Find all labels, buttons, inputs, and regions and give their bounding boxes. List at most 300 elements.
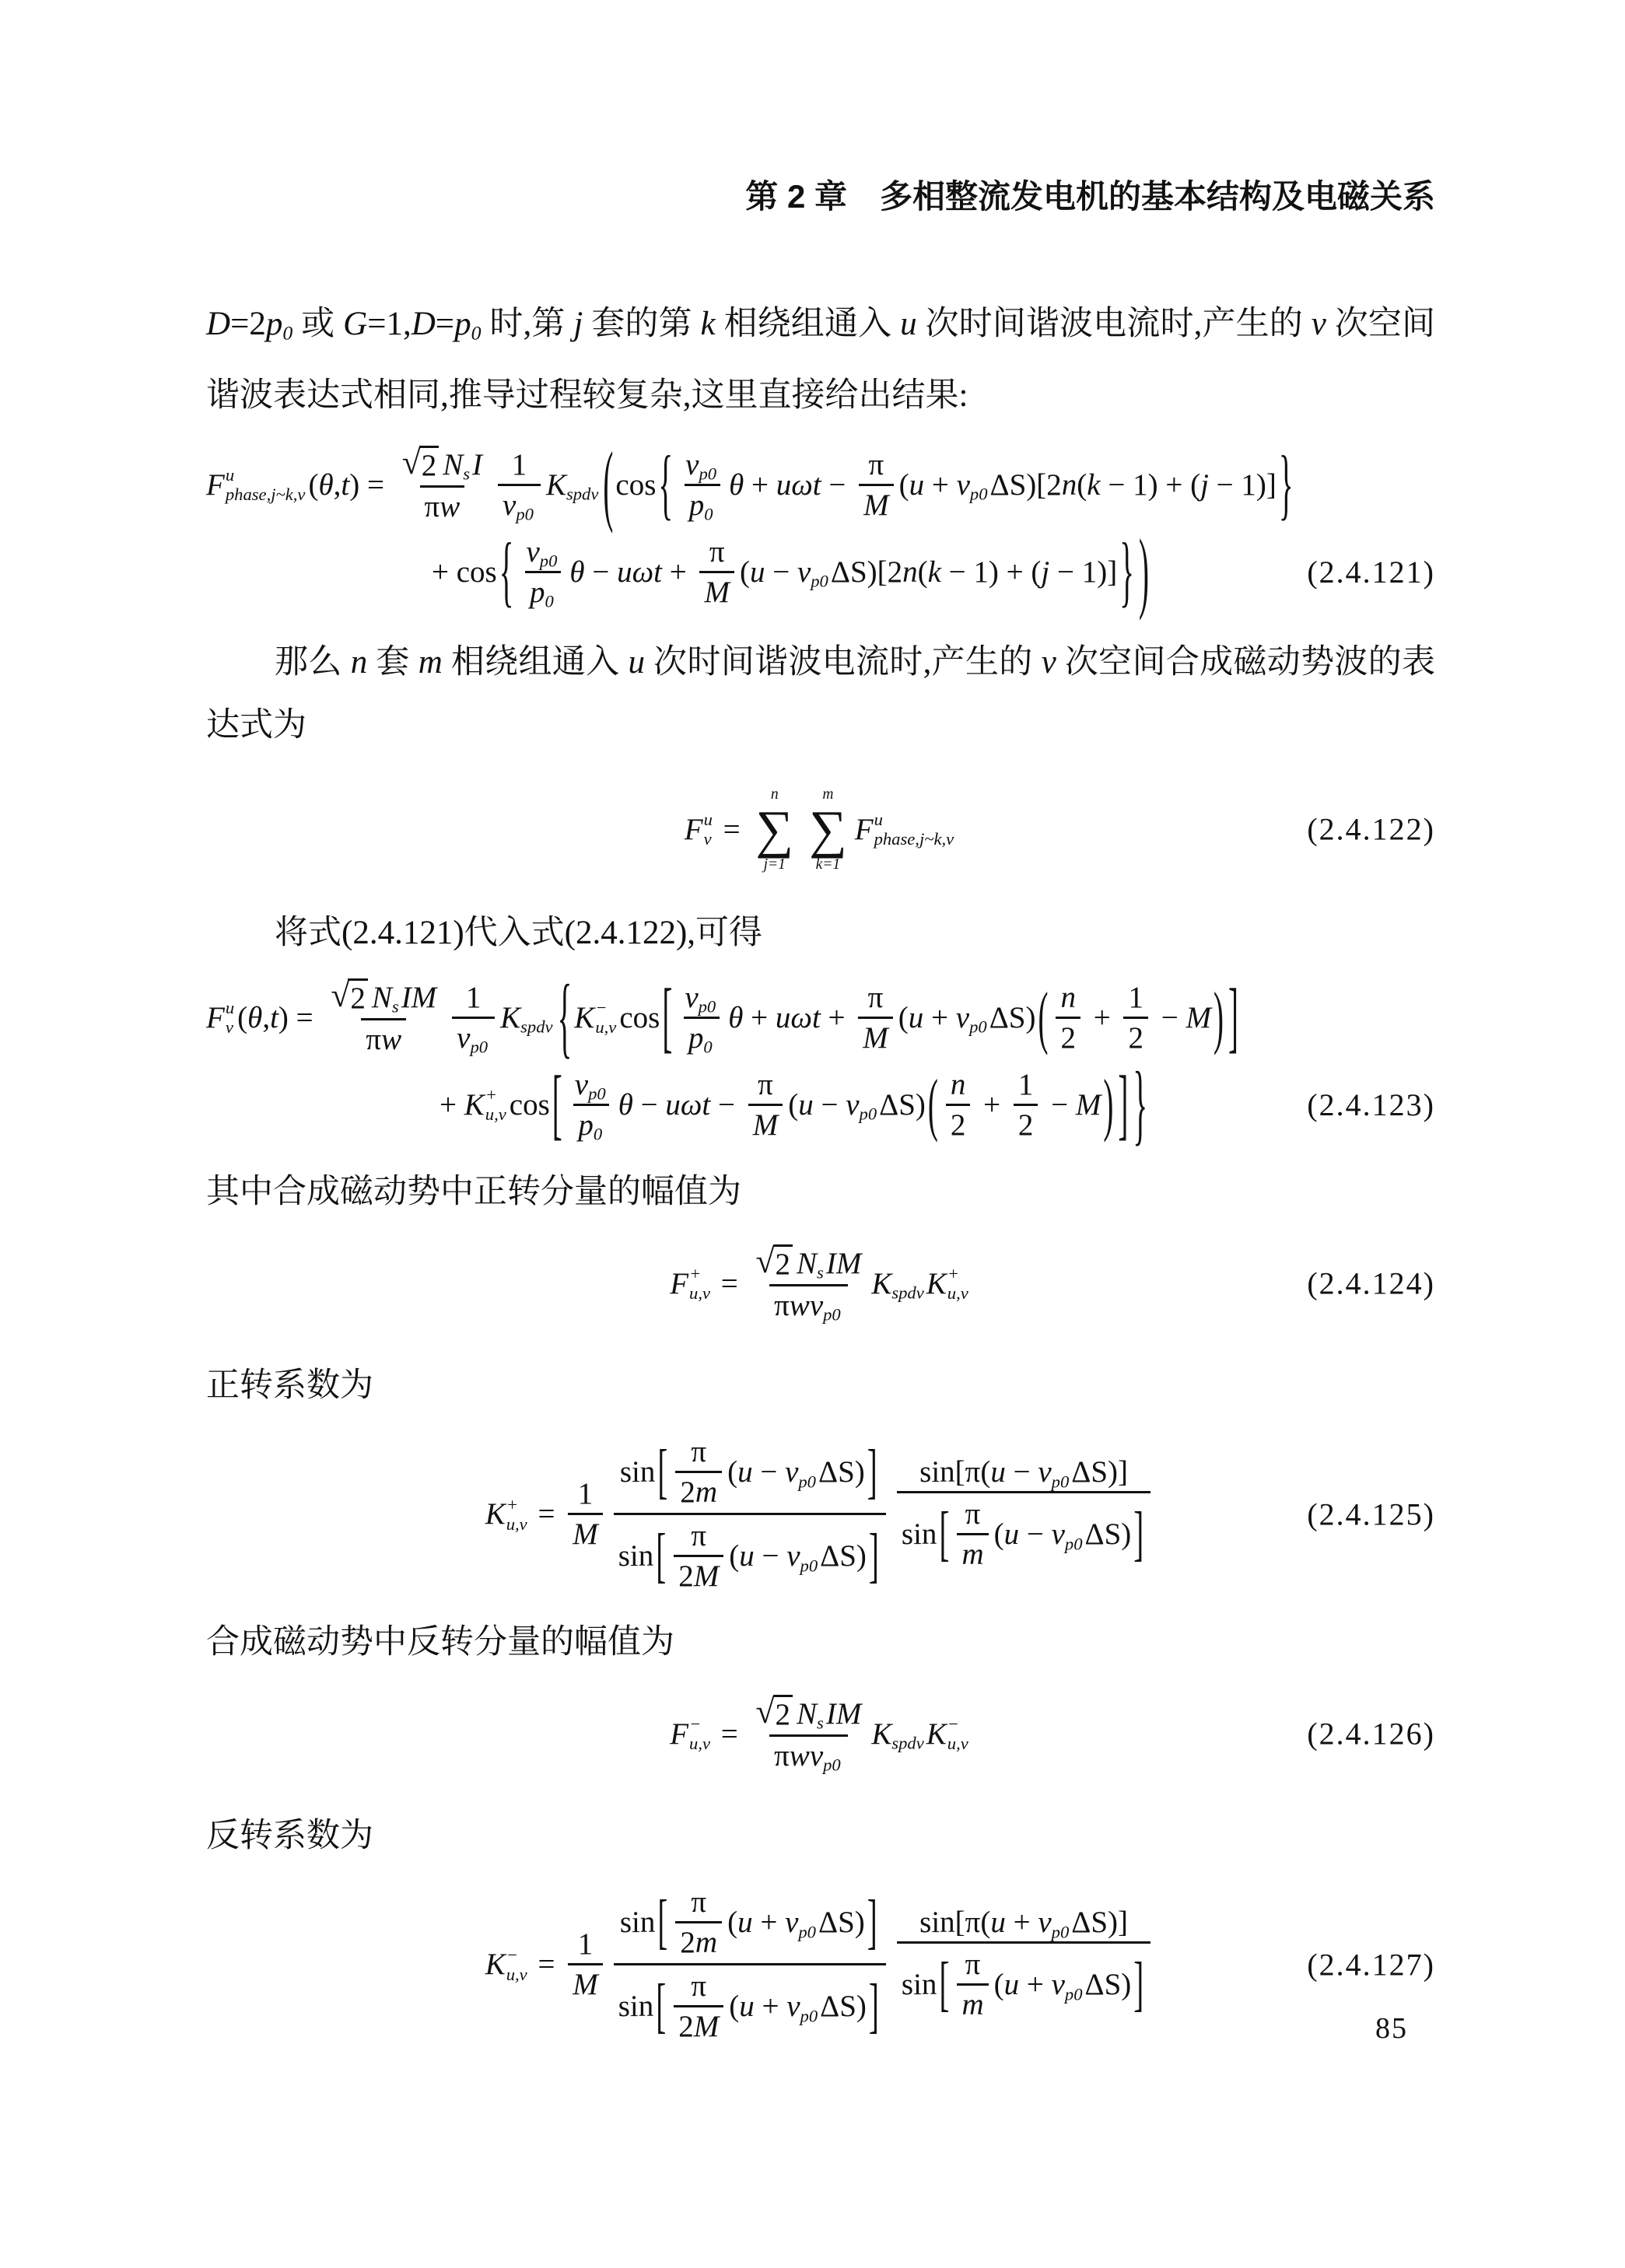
math-variable: v (574, 1067, 589, 1101)
math-delimiter: ] (1133, 1951, 1144, 2018)
math-variable: n (902, 555, 918, 589)
math-subscript: 0 (282, 321, 293, 345)
math-fraction (751, 1243, 867, 1325)
math-subscript: u,v (689, 1734, 711, 1754)
math-subscript: phase,j~k,v (225, 485, 306, 505)
math-variable: v (955, 1000, 970, 1034)
math-variable: p (688, 1020, 704, 1055)
math-variable: v (1051, 1968, 1065, 2002)
math-variable: K (871, 1266, 892, 1300)
math-text: 正转系数为 (206, 1367, 373, 1405)
math-superscript: + (947, 1264, 960, 1284)
math-superscript: u (874, 810, 883, 830)
math-delimiter: { (499, 528, 514, 616)
math-text: ΔS) (1084, 1517, 1132, 1552)
math-delimiter: [ (656, 1522, 667, 1590)
math-numerator (686, 1967, 711, 2005)
math-delimiter: ] (868, 1972, 879, 2040)
math-denominator (769, 1284, 848, 1325)
math-fraction (1123, 978, 1148, 1057)
math-variable: u (739, 1990, 755, 2024)
math-text: π (965, 1948, 981, 1982)
math-fraction (1056, 978, 1080, 1057)
math-variable: K (871, 1717, 892, 1751)
math-subscript: v (703, 829, 712, 849)
math-numerator (507, 446, 532, 484)
math-numerator (461, 978, 486, 1017)
math-text: 次空间合成磁动势波的表达式为 (206, 644, 1436, 744)
math-text: = (715, 812, 748, 846)
math-text: sin (901, 1968, 937, 2002)
math-superscript: u (703, 810, 713, 830)
math-text: ΔS)] (1071, 1906, 1129, 1940)
math-variable: K (574, 1000, 595, 1034)
math-fraction (897, 1903, 1150, 2025)
sigma-icon: ∑ (755, 800, 794, 859)
math-text: ΔS) (820, 1990, 867, 2024)
math-variable: v (786, 1539, 800, 1573)
math-delimiter: ( (603, 434, 614, 535)
math-variable: t (341, 467, 350, 502)
math-text: π (868, 447, 884, 481)
math-delimiter: } (1119, 528, 1134, 616)
math-numerator (961, 1495, 986, 1533)
math-variable: uωt (617, 555, 662, 589)
math-text: ΔS) (879, 1087, 926, 1122)
math-subscript: p0 (823, 1304, 841, 1325)
math-variable: v (685, 980, 699, 1014)
math-delimiter: [ (939, 1951, 950, 2018)
math-variable: w (381, 1022, 402, 1056)
equation-row (206, 1054, 1435, 1155)
math-fraction (521, 533, 564, 611)
math-variable: F (670, 1266, 689, 1300)
equation-row (206, 771, 1435, 887)
math-variable: N (797, 1246, 818, 1280)
math-fraction (957, 1945, 988, 2024)
math-variable: θ (728, 1000, 744, 1034)
math-subscript: 0 (471, 321, 482, 345)
paragraph-result-intro (206, 292, 1435, 427)
sum-upper-limit: n (770, 786, 779, 803)
equation-number: (2.4.126) (1307, 1716, 1435, 1752)
math-subscript: s (391, 996, 399, 1017)
math-subscript: p0 (811, 571, 828, 591)
equation-2-4-127 (206, 1877, 1435, 2052)
math-variable: v (526, 534, 540, 569)
math-text: π (366, 1022, 382, 1056)
math-subscript: 0 (704, 504, 713, 524)
math-variable: u (737, 1455, 753, 1489)
chapter-label: 第 2 章 (745, 178, 847, 215)
math-variable: uωt (665, 1087, 711, 1122)
math-text: cos (619, 1000, 660, 1034)
math-denominator (946, 1104, 971, 1144)
math-subscript: spdv (566, 484, 599, 504)
math-denominator (769, 1734, 848, 1775)
math-fraction (570, 1066, 613, 1144)
math-variable: n (350, 644, 368, 681)
math-text: 1 (511, 447, 527, 481)
math-text: 套 (367, 644, 419, 681)
math-variable: v (785, 1906, 799, 1940)
math-text: = (530, 1497, 563, 1531)
math-variable: k (1087, 467, 1101, 502)
math-variable: F (206, 1000, 225, 1034)
paragraph-substitute (206, 901, 1435, 964)
math-text: − (710, 1087, 743, 1122)
math-text: ( (729, 1539, 740, 1573)
math-subscript: u,v (947, 1283, 968, 1304)
math-variable: K (485, 1948, 506, 1982)
math-text: 相绕组通入 (442, 644, 629, 681)
equation-number: (2.4.121) (1307, 554, 1435, 590)
math-variable: v (1038, 1455, 1052, 1489)
math-denominator (897, 1491, 1150, 1575)
math-text: ΔS)[2 (989, 467, 1062, 502)
math-fraction (751, 1693, 867, 1775)
equation-content (206, 967, 1241, 1068)
math-text: = (435, 306, 455, 342)
math-numerator (915, 1903, 1133, 1941)
math-supsub (947, 1264, 968, 1304)
math-variable: t (270, 1000, 278, 1034)
math-variable: m (961, 1538, 984, 1572)
math-subscript: s (463, 464, 471, 484)
math-denominator (498, 484, 541, 524)
math-text: 次时间谐波电流时,产生的 (644, 644, 1042, 681)
math-text: + (1019, 1968, 1052, 2002)
math-subscript: p0 (800, 1556, 818, 1576)
math-variable: M (1185, 1000, 1211, 1034)
math-variable: u (628, 644, 645, 681)
math-subscript: s (817, 1713, 824, 1733)
math-numerator (615, 1881, 884, 1963)
math-subscript: p0 (1051, 1472, 1070, 1492)
math-denominator (859, 484, 894, 524)
math-variable: N (371, 980, 392, 1014)
math-text: sin (618, 1539, 654, 1573)
math-variable: u (737, 1906, 753, 1940)
math-delimiter: [ (939, 1500, 950, 1568)
math-delimiter: } (1278, 441, 1294, 529)
math-numerator (615, 1431, 884, 1513)
math-superscript: − (689, 1714, 702, 1734)
math-text: ( (729, 1990, 740, 2024)
math-sqrt (331, 978, 367, 1017)
math-numerator (863, 978, 888, 1017)
math-variable: m (695, 1475, 718, 1510)
math-variable: j (1041, 555, 1050, 589)
math-fraction (675, 1433, 722, 1511)
math-text: ( (993, 1968, 1004, 2002)
chapter-header (206, 179, 1435, 215)
math-denominator (674, 1555, 723, 1595)
math-denominator (420, 485, 465, 526)
math-text: + (1085, 1000, 1119, 1034)
math-subscript: p0 (798, 1922, 816, 1942)
math-text: ) = (349, 467, 392, 502)
equation-content (685, 785, 957, 875)
math-delimiter: ] (1118, 1061, 1129, 1149)
math-text: π (758, 1067, 773, 1101)
math-text: 套的第 (583, 306, 701, 342)
math-variable: v (809, 1738, 824, 1773)
math-text: − (1043, 1087, 1076, 1122)
math-variable: n (1060, 980, 1076, 1014)
math-denominator (614, 1963, 886, 2047)
equation-2-4-121 (206, 434, 1435, 622)
equation-content (440, 1054, 1150, 1155)
math-subscript: p0 (969, 1017, 987, 1037)
math-text: + (924, 467, 957, 502)
math-fraction (568, 1475, 603, 1553)
math-variable: u (990, 1906, 1006, 1940)
math-supsub (485, 1085, 506, 1125)
math-subscript: p0 (1051, 1922, 1070, 1942)
equation-number: (2.4.122) (1307, 811, 1435, 847)
math-subscript: u,v (485, 1104, 506, 1125)
math-variable: j (1200, 467, 1209, 502)
math-text: + (744, 467, 776, 502)
math-denominator (573, 1104, 609, 1144)
math-delimiter: ( (1038, 978, 1049, 1056)
math-variable: u (1003, 1517, 1020, 1552)
math-numerator (1014, 1066, 1038, 1104)
math-text: sin (619, 1455, 656, 1489)
math-text: − (632, 1087, 666, 1122)
math-variable: θ (618, 1087, 633, 1122)
math-text: 次空间谐波表达式相同,推导过程较复杂,这里直接给出结果: (206, 306, 1436, 415)
math-subscript: u,v (506, 1514, 527, 1534)
math-variable: M (573, 1517, 598, 1552)
math-numerator (1056, 978, 1080, 1017)
equation-2-4-122 (206, 771, 1435, 887)
math-text: + (743, 1000, 776, 1034)
radical-icon: √ (755, 1693, 775, 1731)
math-text: π (691, 1885, 707, 1920)
math-denominator (1123, 1017, 1148, 1057)
equation-2-4-125 (206, 1426, 1435, 1601)
math-numerator (573, 1475, 598, 1513)
math-subscript: u,v (595, 1017, 617, 1038)
math-subscript: p0 (800, 2006, 818, 2026)
math-text: , (333, 467, 341, 502)
math-denominator (452, 1017, 495, 1057)
math-numerator (751, 1243, 867, 1284)
math-text: + (1005, 1906, 1038, 1940)
math-text: − (1153, 1000, 1186, 1034)
math-text: 1 (1017, 1067, 1034, 1101)
math-subscript: p0 (859, 1104, 877, 1124)
math-supsub (506, 1495, 527, 1535)
math-text: 2 (678, 2010, 694, 2044)
math-text: ΔS) (818, 1455, 865, 1489)
math-numerator (680, 978, 723, 1017)
math-variable: K (926, 1266, 947, 1300)
math-fraction (858, 978, 893, 1057)
math-numerator (1123, 978, 1148, 1017)
math-text: 时,第 (481, 306, 574, 342)
sum-lower-limit: j=1 (763, 856, 786, 873)
equation-number: (2.4.124) (1307, 1265, 1435, 1301)
math-radicand: 2 (348, 978, 368, 1017)
math-denominator (685, 484, 720, 524)
math-text: ( (993, 1517, 1004, 1552)
math-supsub (595, 998, 616, 1038)
math-subscript: p0 (823, 1755, 841, 1775)
equation-row (206, 521, 1435, 622)
math-fraction (568, 1925, 603, 2004)
math-variable: m (418, 644, 443, 681)
math-sqrt (402, 446, 439, 484)
math-text: π (965, 1497, 981, 1531)
math-subscript: v (225, 1017, 233, 1038)
math-numerator (686, 1883, 711, 1921)
page-content (206, 289, 1435, 2058)
math-fraction (957, 1495, 988, 1573)
math-variable: u (900, 306, 917, 342)
math-text: 或 (292, 306, 344, 342)
math-sqrt (756, 1244, 793, 1283)
math-denominator (675, 1921, 722, 1962)
math-variable: uωt (775, 1000, 821, 1034)
math-variable: v (786, 1990, 800, 2024)
math-fraction (946, 1066, 971, 1144)
math-supsub (874, 810, 954, 849)
math-supsub (947, 1714, 968, 1754)
math-variable: p (530, 575, 545, 609)
math-subscript: 0 (545, 591, 554, 611)
math-variable: m (695, 1926, 718, 1960)
math-text: =2 (230, 306, 266, 342)
math-superscript: + (506, 1494, 518, 1514)
paragraph-forward-amp (206, 1160, 1435, 1223)
equation-content (206, 434, 1296, 535)
math-variable: F (670, 1717, 689, 1751)
math-denominator (614, 1513, 886, 1597)
math-numerator (946, 1066, 971, 1104)
math-fraction (681, 446, 723, 524)
math-variable: M (863, 1020, 888, 1055)
math-variable: F (206, 467, 225, 502)
math-variable: D (411, 306, 436, 342)
math-text: cos (615, 467, 657, 502)
math-supsub (704, 810, 713, 849)
math-variable: θ (569, 555, 585, 589)
math-subscript: p0 (798, 1472, 816, 1492)
math-variable: K (485, 1497, 506, 1531)
math-delimiter: ) (1103, 1066, 1114, 1143)
math-text: + (975, 1087, 1008, 1122)
math-text: 1 (465, 980, 482, 1014)
math-text: 1 (577, 1927, 594, 1962)
math-fraction (674, 1967, 723, 2046)
math-variable: M (693, 1559, 720, 1594)
sum-upper-limit: m (822, 786, 834, 803)
math-variable: F (684, 812, 703, 846)
math-variable: IM (825, 1246, 862, 1280)
math-text: sin (618, 1990, 654, 2024)
math-denominator (1014, 1104, 1038, 1144)
math-numerator (686, 1433, 711, 1471)
math-numerator (961, 1945, 986, 1983)
math-sqrt (756, 1695, 793, 1733)
math-variable: uωt (776, 467, 821, 502)
math-supsub (506, 1945, 527, 1985)
math-text: π (774, 1288, 790, 1322)
math-variable: v (809, 1288, 824, 1322)
math-subscript: spdv (891, 1283, 924, 1303)
math-text: =1, (367, 306, 412, 342)
math-text: ( (237, 1000, 248, 1034)
math-subscript: p0 (588, 1083, 606, 1104)
math-delimiter: [ (552, 1061, 562, 1149)
math-fraction (498, 446, 541, 524)
math-text: sin[π( (919, 1455, 991, 1489)
math-numerator (686, 1517, 711, 1555)
math-fraction (897, 1453, 1150, 1575)
math-text: ΔS) (820, 1539, 867, 1573)
math-superscript: + (485, 1085, 498, 1105)
math-variable: θ (729, 467, 744, 502)
equation-number: (2.4.125) (1307, 1496, 1435, 1532)
equation-content (670, 1693, 972, 1775)
math-radicand: 2 (773, 1695, 793, 1733)
math-fraction (1014, 1066, 1038, 1144)
math-delimiter: [ (656, 1972, 667, 2040)
math-delimiter: ) (1213, 978, 1224, 1056)
math-variable: u (798, 1087, 814, 1122)
math-text: sin (901, 1517, 937, 1552)
math-denominator (957, 1533, 988, 1573)
math-supsub (689, 1264, 710, 1304)
math-variable: u (739, 1539, 755, 1573)
math-text: + (820, 1000, 853, 1034)
math-variable: j (573, 306, 583, 342)
math-text: + (923, 1000, 956, 1034)
math-text: 2 (1128, 1020, 1143, 1055)
math-text: = (713, 1266, 746, 1300)
math-text: π (691, 1969, 707, 2004)
math-delimiter: { (658, 441, 674, 529)
math-supsub (689, 1714, 710, 1754)
equation-row (206, 967, 1435, 1068)
math-text: + (752, 1906, 786, 1940)
math-text: − (754, 1539, 787, 1573)
math-variable: N (443, 447, 464, 481)
equation-content (670, 1243, 972, 1325)
math-variable: θ (247, 1000, 263, 1034)
math-delimiter: ] (1228, 974, 1238, 1062)
math-delimiter: ( (927, 1066, 938, 1143)
math-variable: M (704, 575, 730, 609)
math-denominator (897, 1941, 1150, 2025)
math-variable: v (1051, 1517, 1065, 1552)
math-text: ( (308, 467, 319, 502)
math-subscript: s (817, 1262, 824, 1283)
math-text: π (709, 534, 725, 569)
math-text: 2 (678, 1559, 694, 1594)
equation-row (206, 1683, 1435, 1784)
math-subscript: p0 (698, 996, 716, 1017)
math-text: 将式(2.4.121)代入式(2.4.122),可得 (275, 915, 763, 952)
math-text: + (440, 1087, 464, 1122)
math-delimiter: ) (1138, 521, 1149, 622)
math-denominator (525, 571, 561, 611)
math-text: cos (509, 1087, 550, 1122)
math-superscript: u (225, 465, 235, 485)
